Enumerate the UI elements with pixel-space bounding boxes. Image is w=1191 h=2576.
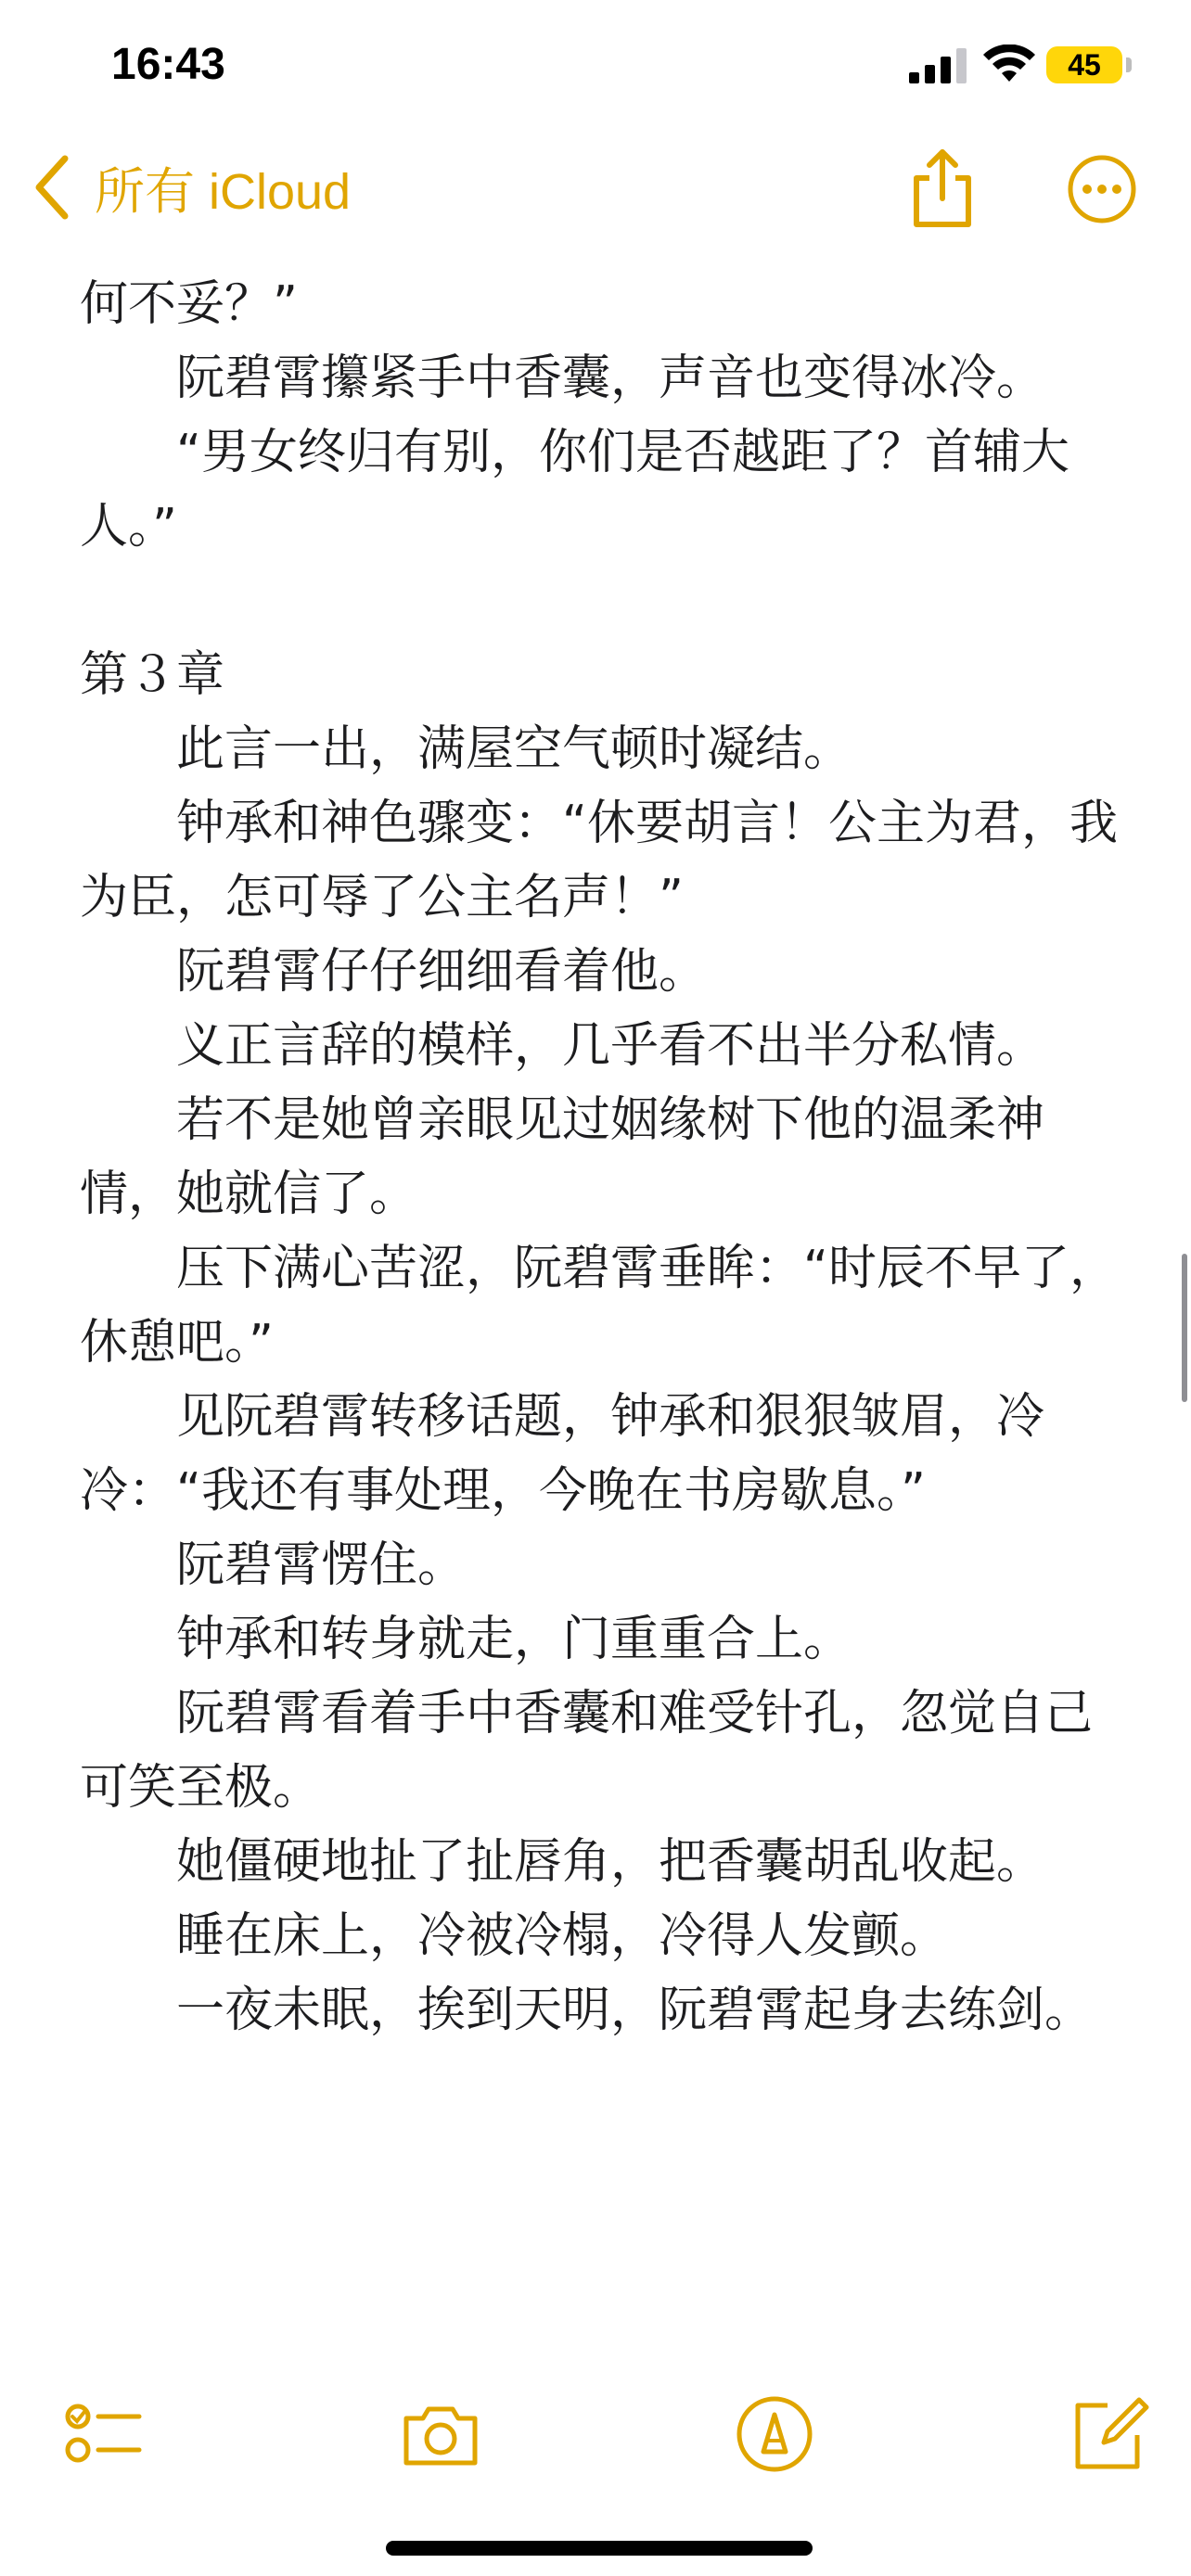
- status-bar: [0, 0, 1191, 130]
- blank-line: [80, 564, 1137, 638]
- scroll-indicator[interactable]: [1182, 1254, 1187, 1402]
- navigation-bar: [0, 130, 1191, 269]
- paragraph: 阮碧霄看着手中香囊和难受针孔，忽觉自己可笑至极。: [80, 1686, 1094, 1816]
- paragraph: 睡在床上，冷被冷榻，冷得人发颤。: [176, 1908, 949, 1964]
- paragraph: 见阮碧霄转移话题，钟承和狠狠皱眉，冷冷：“我还有事处理，今晚在书房歇息。”: [80, 1389, 1045, 1519]
- paragraph: 一夜未眠，挨到天明，阮碧霄起身去练剑。: [176, 1983, 1094, 2038]
- paragraph: 钟承和转身就走，门重重合上。: [176, 1612, 852, 1667]
- paragraph: 阮碧霄仔仔细细看着他。: [176, 944, 708, 1000]
- cellular-signal-icon: [909, 48, 968, 83]
- chapter-heading: 第３章: [80, 647, 225, 703]
- paragraph: 何不妥？”: [80, 276, 298, 332]
- share-icon[interactable]: [909, 147, 976, 230]
- paragraph: 她僵硬地扯了扯唇角，把香囊胡乱收起。: [176, 1834, 1045, 1890]
- paragraph: 阮碧霄愣住。: [176, 1537, 467, 1593]
- camera-icon[interactable]: [399, 2392, 482, 2476]
- paragraph: 此言一出，满屋空气顿时凝结。: [176, 721, 852, 777]
- wifi-icon: [983, 45, 1035, 83]
- back-button[interactable]: [33, 150, 351, 224]
- note-body[interactable]: [80, 267, 1137, 2047]
- bottom-toolbar: [0, 2374, 1191, 2504]
- paragraph: 钟承和神色骤变：“休要胡言！公主为君，我为臣，怎可辱了公主名声！”: [80, 796, 1118, 925]
- checklist-icon[interactable]: [61, 2392, 145, 2476]
- more-icon[interactable]: [1067, 154, 1137, 224]
- markup-pen-icon[interactable]: [733, 2392, 816, 2476]
- back-button-label: 所有 iCloud: [95, 163, 352, 220]
- compose-icon[interactable]: [1067, 2392, 1150, 2476]
- battery-level: 45: [1068, 47, 1101, 82]
- paragraph: 压下满心苦涩，阮碧霄垂眸：“时辰不早了，休憩吧。”: [80, 1241, 1118, 1371]
- battery-nub: [1126, 57, 1132, 72]
- home-indicator[interactable]: [386, 2541, 813, 2556]
- paragraph: 若不是她曾亲眼见过姻缘树下他的温柔神情，她就信了。: [80, 1092, 1045, 1222]
- paragraph: 义正言辞的模样，几乎看不出半分私情。: [176, 1018, 1045, 1074]
- status-time: 16:43: [111, 40, 225, 89]
- chevron-left-icon: [33, 155, 70, 220]
- battery-icon: [1046, 46, 1122, 83]
- paragraph: 阮碧霄攥紧手中香囊，声音也变得冰冷。: [176, 351, 1045, 406]
- paragraph: “男女终归有别，你们是否越距了？首辅大人。”: [80, 425, 1069, 555]
